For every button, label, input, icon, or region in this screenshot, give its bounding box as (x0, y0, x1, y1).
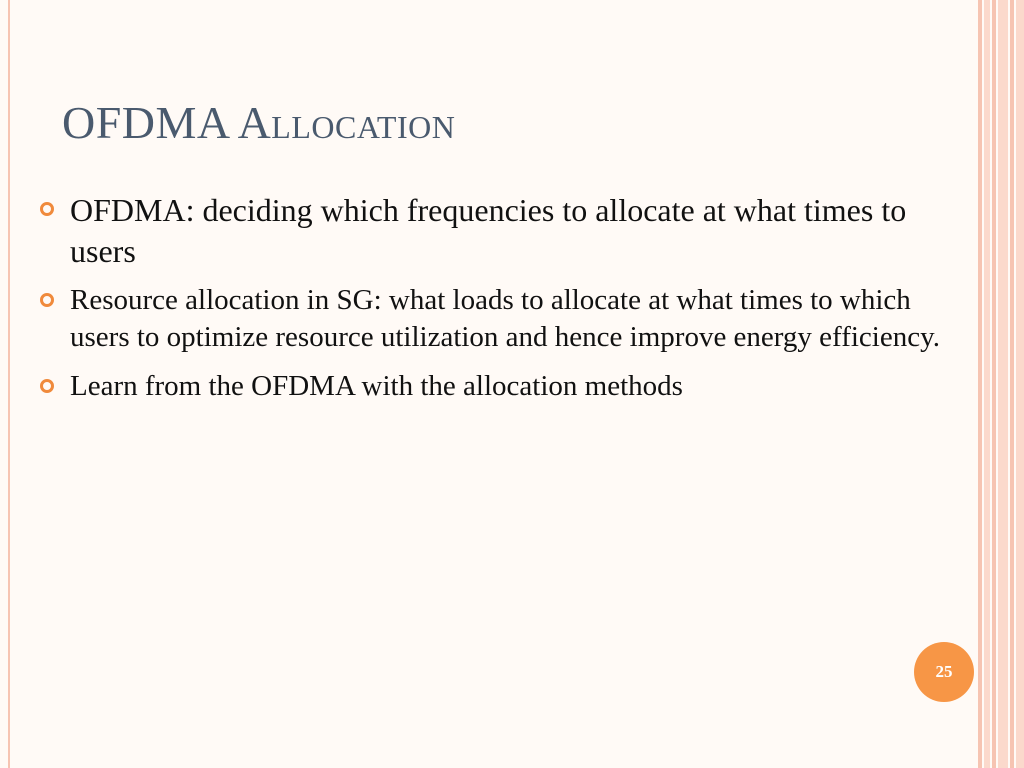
bullet-list (40, 190, 950, 417)
right-border-stripe (1010, 0, 1014, 768)
page-number: 25 (935, 662, 953, 681)
bullet-text: Resource allocation in SG: what loads to allocate at what times to which users to optimize resource utilization and hence improve energy efficiency. (70, 283, 940, 354)
bullet-circle-icon (40, 293, 54, 307)
right-border-stripe (992, 0, 996, 768)
bullet-text: Learn from the OFDMA with the allocation methods (70, 370, 683, 403)
left-border-rule (8, 0, 10, 768)
right-border-stripe (978, 0, 982, 768)
bullet-circle-icon (40, 379, 54, 393)
bullet-item (40, 282, 950, 356)
bullet-item (40, 368, 950, 405)
bullet-item (40, 190, 950, 272)
slide-title: OFDMA Allocation (62, 97, 456, 148)
right-border-stripe (984, 0, 990, 768)
right-border-stripe (998, 0, 1008, 768)
bullet-circle-icon (40, 202, 54, 216)
right-border-stripe (1016, 0, 1024, 768)
page-number-badge (914, 642, 974, 702)
bullet-text: OFDMA: deciding which frequencies to allocate at what times to users (70, 192, 907, 269)
